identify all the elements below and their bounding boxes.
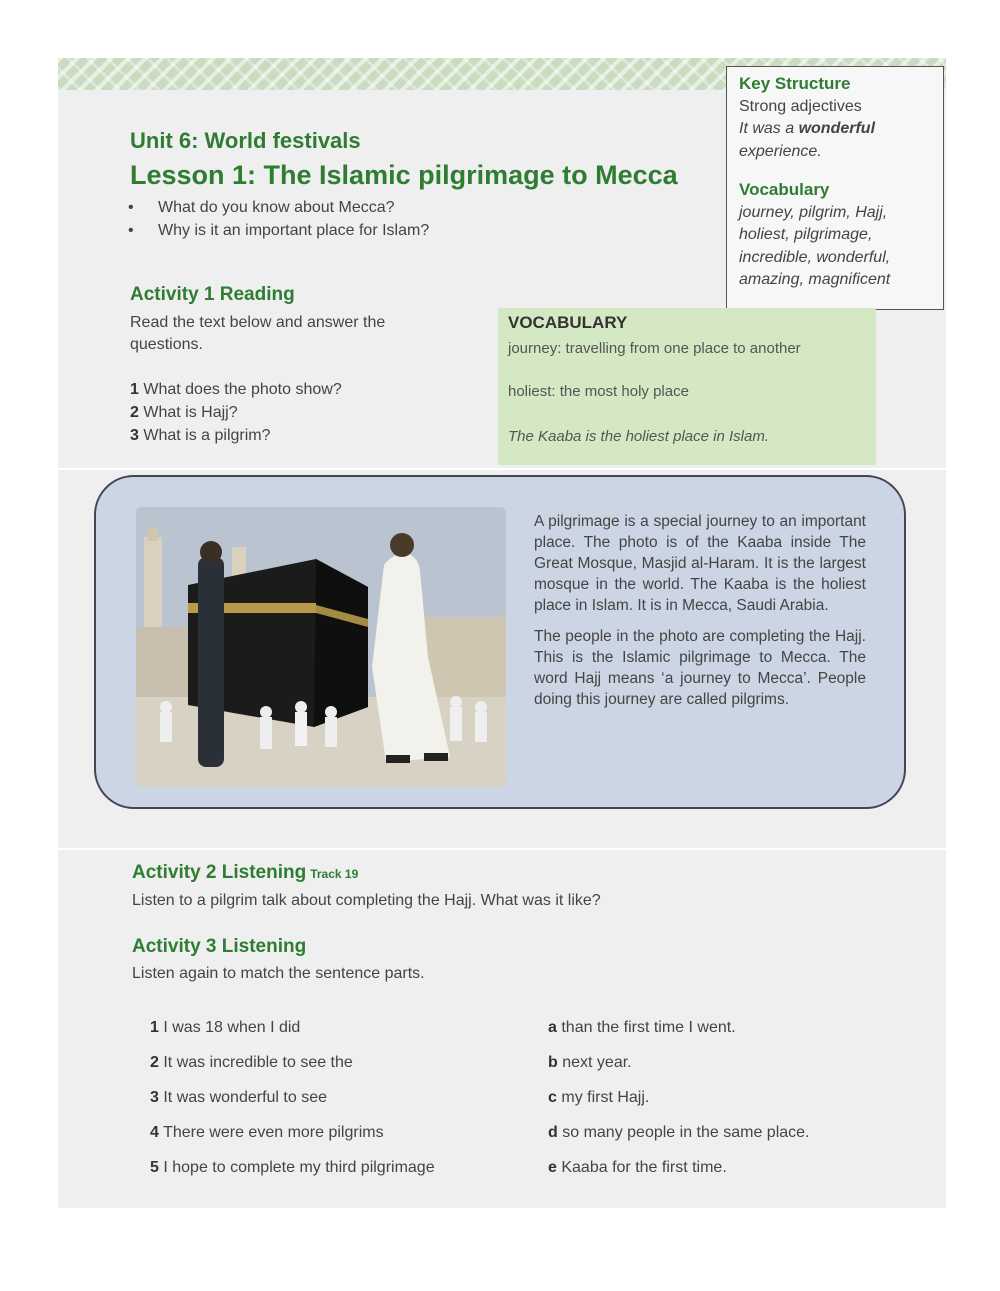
key-vocab-line: amazing, magnificent (739, 271, 891, 288)
activity1-questions (130, 378, 342, 447)
reading-panel (94, 475, 906, 809)
lesson-title: Lesson 1: The Islamic pilgrimage to Mecca (130, 160, 678, 190)
match-right-item: a than the first time I went. (548, 1019, 736, 1036)
key-vocab-line: incredible, wonderful, (739, 248, 891, 266)
reading-paragraph: The people in the photo are completing the Hajj. This is the Islamic pilgrimage to Mecca. The word Hajj means ‘a journey to Mecca’. People doing this journey are called pilgrims. (534, 628, 866, 708)
vocabulary-box (498, 308, 876, 465)
activity1-instructions: Read the text below and answer the questions. (130, 314, 386, 353)
worksheet-page (58, 58, 946, 1208)
key-structure-example (739, 118, 931, 141)
key-structure-example-end: experience. (739, 142, 822, 160)
match-right-column (548, 1010, 810, 1185)
key-vocab-heading: Vocabulary (739, 180, 830, 199)
intro-questions (128, 196, 429, 242)
key-structure-line: Strong adjectives (739, 97, 862, 115)
activity3-instructions: Listen again to match the sentence parts. (132, 965, 425, 982)
reading-text (534, 511, 866, 720)
vocabulary-example: The Kaaba is the holiest place in Islam. (508, 428, 769, 445)
example-pre: It was a (739, 120, 799, 137)
vocabulary-heading: VOCABULARY (508, 313, 628, 332)
key-structure-box (726, 66, 944, 310)
activity3-heading: Activity 3 Listening (132, 936, 307, 957)
unit-title: Unit 6: World festivals (130, 128, 361, 153)
question-item: 1 What does the photo show? (130, 381, 342, 398)
reading-paragraph: A pilgrimage is a special journey to an important place. The photo is of the Kaaba inside The Great Mosque, Masjid al-Haram. It is the largest mosque in the world. The Kaaba is the holiest place in Islam. It is in Mecca, Saudi Arabia. (534, 513, 866, 614)
question-item: 3 What is a pilgrim? (130, 427, 271, 444)
match-right-item: c my first Hajj. (548, 1089, 650, 1106)
activity2-heading: Activity 2 Listening Track 19 (132, 862, 359, 883)
kaaba-photo (136, 507, 506, 787)
activity1-heading: Activity 1 Reading (130, 284, 295, 305)
key-structure-heading: Key Structure (739, 74, 851, 93)
intro-question: • What do you know about Mecca? (128, 196, 429, 219)
activity2-instructions: Listen to a pilgrim talk about completing the Hajj. What was it like? (132, 892, 601, 909)
match-left-item: 5 I hope to complete my third pilgrimage (150, 1159, 435, 1176)
match-left-item: 2 It was incredible to see the (150, 1054, 353, 1071)
vocabulary-line: holiest: the most holy place (508, 383, 689, 400)
intro-question: • Why is it an important place for Islam? (128, 219, 429, 242)
track-label: Track 19 (310, 867, 359, 881)
match-left-item: 3 It was wonderful to see (150, 1089, 327, 1106)
match-right-item: e Kaaba for the first time. (548, 1159, 727, 1176)
match-left-column (150, 1010, 435, 1185)
match-left-item: 4 There were even more pilgrims (150, 1124, 384, 1141)
match-left-item: 1 I was 18 when I did (150, 1019, 301, 1036)
key-vocab-line: journey, pilgrim, Hajj, (739, 203, 888, 221)
question-item: 2 What is Hajj? (130, 404, 238, 421)
key-vocab-line: holiest, pilgrimage, (739, 226, 873, 243)
example-bold: wonderful (798, 120, 876, 137)
vocabulary-line: journey: travelling from one place to another (508, 340, 801, 357)
match-right-item: b next year. (548, 1054, 632, 1071)
match-right-item: d so many people in the same place. (548, 1124, 810, 1141)
